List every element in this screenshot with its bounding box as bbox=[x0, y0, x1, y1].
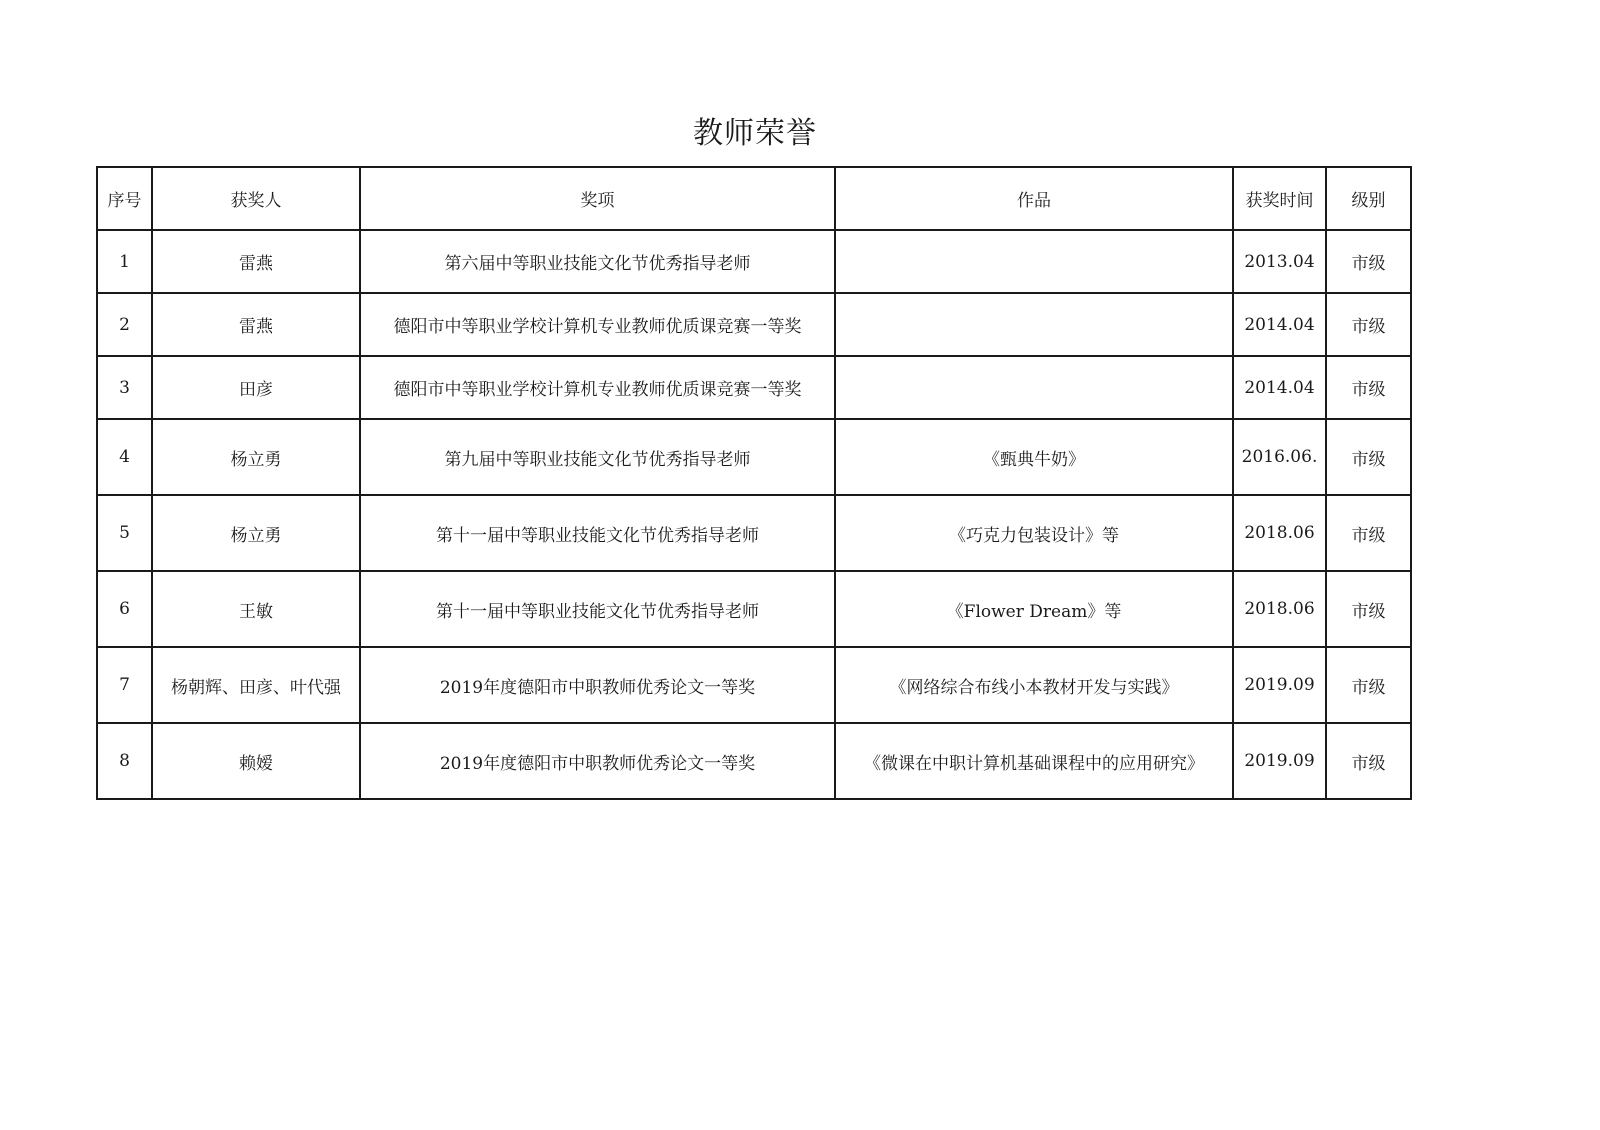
cell-time: 2014.04 bbox=[1233, 356, 1326, 419]
cell-no: 2 bbox=[97, 293, 152, 356]
cell-time: 2014.04 bbox=[1233, 293, 1326, 356]
cell-work: 《Flower Dream》等 bbox=[835, 571, 1233, 647]
cell-time: 2018.06 bbox=[1233, 571, 1326, 647]
header-time: 获奖时间 bbox=[1233, 167, 1326, 230]
cell-time: 2018.06 bbox=[1233, 495, 1326, 571]
cell-no: 5 bbox=[97, 495, 152, 571]
cell-person: 雷燕 bbox=[152, 230, 360, 293]
cell-award: 第九届中等职业技能文化节优秀指导老师 bbox=[360, 419, 835, 495]
table-row bbox=[97, 419, 1411, 495]
cell-work: 《微课在中职计算机基础课程中的应用研究》 bbox=[835, 723, 1233, 799]
header-level: 级别 bbox=[1326, 167, 1411, 230]
header-award: 奖项 bbox=[360, 167, 835, 230]
cell-no: 3 bbox=[97, 356, 152, 419]
cell-level: 市级 bbox=[1326, 356, 1411, 419]
cell-level: 市级 bbox=[1326, 293, 1411, 356]
cell-award: 第十一届中等职业技能文化节优秀指导老师 bbox=[360, 495, 835, 571]
table-row bbox=[97, 356, 1411, 419]
cell-person: 杨立勇 bbox=[152, 419, 360, 495]
table-header-row bbox=[97, 167, 1411, 230]
cell-level: 市级 bbox=[1326, 571, 1411, 647]
cell-no: 1 bbox=[97, 230, 152, 293]
table-row bbox=[97, 647, 1411, 723]
cell-award: 第六届中等职业技能文化节优秀指导老师 bbox=[360, 230, 835, 293]
table-row bbox=[97, 230, 1411, 293]
cell-level: 市级 bbox=[1326, 647, 1411, 723]
cell-level: 市级 bbox=[1326, 495, 1411, 571]
page-title: 教师荣誉 bbox=[693, 116, 817, 151]
cell-level: 市级 bbox=[1326, 230, 1411, 293]
cell-work: 《甄典牛奶》 bbox=[835, 419, 1233, 495]
cell-person: 杨朝辉、田彦、叶代强 bbox=[152, 647, 360, 723]
cell-person: 杨立勇 bbox=[152, 495, 360, 571]
honors-table bbox=[96, 166, 1412, 800]
cell-no: 4 bbox=[97, 419, 152, 495]
cell-no: 6 bbox=[97, 571, 152, 647]
cell-work bbox=[835, 356, 1233, 419]
cell-award: 德阳市中等职业学校计算机专业教师优质课竞赛一等奖 bbox=[360, 356, 835, 419]
cell-level: 市级 bbox=[1326, 419, 1411, 495]
cell-level: 市级 bbox=[1326, 723, 1411, 799]
cell-work bbox=[835, 293, 1233, 356]
cell-award: 德阳市中等职业学校计算机专业教师优质课竞赛一等奖 bbox=[360, 293, 835, 356]
cell-time: 2013.04 bbox=[1233, 230, 1326, 293]
header-person: 获奖人 bbox=[152, 167, 360, 230]
cell-work bbox=[835, 230, 1233, 293]
cell-no: 8 bbox=[97, 723, 152, 799]
table-row bbox=[97, 571, 1411, 647]
header-no: 序号 bbox=[97, 167, 152, 230]
cell-time: 2016.06. bbox=[1233, 419, 1326, 495]
cell-person: 赖嫒 bbox=[152, 723, 360, 799]
table-row bbox=[97, 723, 1411, 799]
cell-award: 第十一届中等职业技能文化节优秀指导老师 bbox=[360, 571, 835, 647]
cell-no: 7 bbox=[97, 647, 152, 723]
cell-time: 2019.09 bbox=[1233, 647, 1326, 723]
cell-time: 2019.09 bbox=[1233, 723, 1326, 799]
cell-award: 2019年度德阳市中职教师优秀论文一等奖 bbox=[360, 647, 835, 723]
cell-award: 2019年度德阳市中职教师优秀论文一等奖 bbox=[360, 723, 835, 799]
cell-work: 《巧克力包装设计》等 bbox=[835, 495, 1233, 571]
cell-person: 雷燕 bbox=[152, 293, 360, 356]
cell-person: 田彦 bbox=[152, 356, 360, 419]
header-work: 作品 bbox=[835, 167, 1233, 230]
table-row bbox=[97, 293, 1411, 356]
table-row bbox=[97, 495, 1411, 571]
cell-person: 王敏 bbox=[152, 571, 360, 647]
cell-work: 《网络综合布线小本教材开发与实践》 bbox=[835, 647, 1233, 723]
